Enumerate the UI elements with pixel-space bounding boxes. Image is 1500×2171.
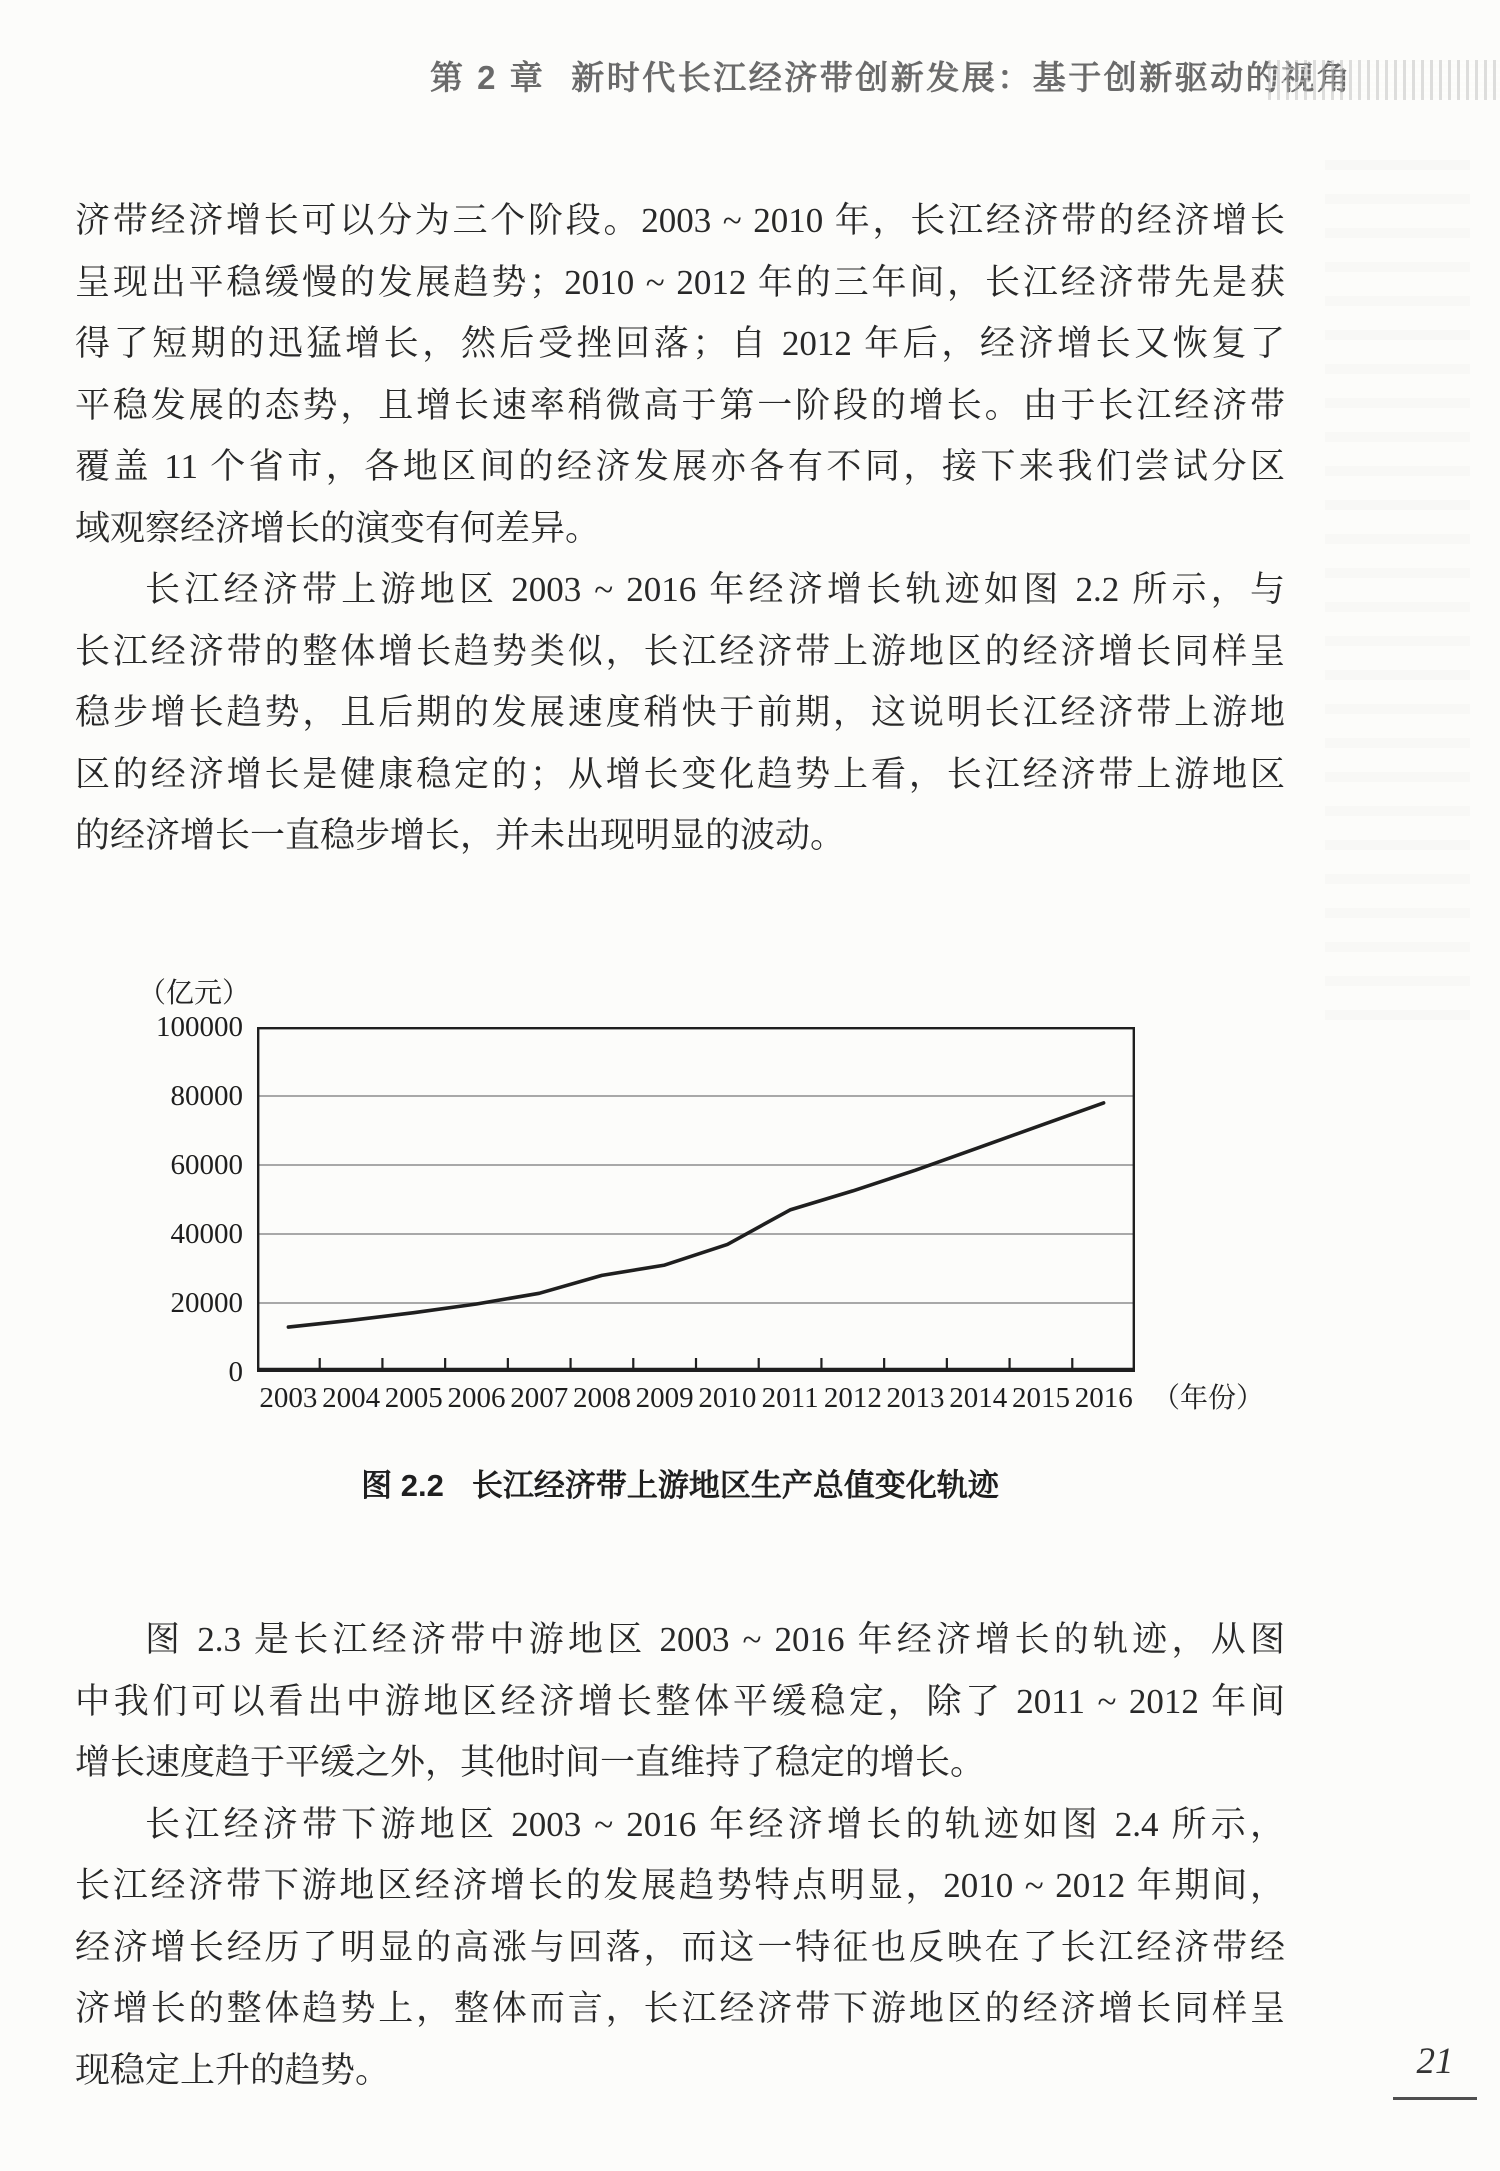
page-number: 21 — [1416, 2041, 1454, 2082]
y-axis-tick-labels — [105, 1011, 243, 1388]
x-axis-tick-label: 2008 — [572, 1382, 631, 1414]
body-text-line: 覆盖 11 个省市，各地区间的经济发展亦各有不同，接下来我们尝试分区 — [75, 447, 1285, 486]
body-text-line: 得了短期的迅猛增长，然后受挫回落；自 2012 年后，经济增长又恢复了 — [75, 324, 1285, 363]
x-axis-tick-label: 2007 — [510, 1382, 569, 1414]
scan-bleedthrough-artifact — [1325, 140, 1470, 1020]
body-text-line: 区的经济增长是健康稳定的；从增长变化趋势上看，长江经济带上游地区 — [75, 754, 1285, 794]
body-text-block-lower — [75, 1609, 1285, 2101]
x-axis-tick-label: 2012 — [823, 1382, 882, 1414]
body-text-line: 稳步增长趋势，且后期的发展速度稍快于前期，这说明长江经济带上游地 — [75, 693, 1285, 732]
chapter-number: 第 2 章 — [430, 59, 546, 96]
x-axis-tick-label: 2015 — [1011, 1382, 1070, 1414]
y-axis-tick-label: 40000 — [170, 1218, 243, 1250]
body-text-line: 长江经济带下游地区 2003 ~ 2016 年经济增长的轨迹如图 2.4 所示， — [145, 1804, 1285, 1844]
x-axis-tick-label: 2004 — [322, 1382, 381, 1414]
x-axis-tick-label: 2014 — [949, 1382, 1008, 1414]
body-text-line: 呈现出平稳缓慢的发展趋势；2010 ~ 2012 年的三年间，长江经济带先是获 — [75, 262, 1285, 302]
x-axis-tick-labels — [257, 1380, 1135, 1416]
x-axis-tick-label: 2005 — [384, 1382, 443, 1414]
x-axis-unit-label: （年份） — [1152, 1383, 1265, 1414]
body-text-line: 平稳发展的态势，且增长速率稍微高于第一阶段的增长。由于长江经济带 — [75, 385, 1285, 425]
y-axis-tick-label: 100000 — [156, 1011, 243, 1043]
plot-border — [258, 1028, 1134, 1371]
line-chart-plot — [257, 1027, 1135, 1372]
body-text-line: 济增长的整体趋势上，整体而言，长江经济带下游地区的经济增长同样呈 — [75, 1989, 1285, 2028]
body-text-line: 长江经济带下游地区经济增长的发展趋势特点明显，2010 ~ 2012 年期间， — [75, 1866, 1285, 1905]
y-axis-unit-label: （亿元） — [137, 978, 250, 1009]
body-text-line: 域观察经济增长的演变有何差异。 — [75, 508, 601, 548]
body-text-line: 长江经济带的整体增长趋势类似，长江经济带上游地区的经济增长同样呈 — [75, 631, 1285, 671]
body-text-line: 经济增长经历了明显的高涨与回落，而这一特征也反映在了长江经济带经 — [75, 1927, 1285, 1967]
running-head — [430, 56, 1352, 100]
body-text-line: 济带经济增长可以分为三个阶段。2003 ~ 2010 年，长江经济带的经济增长 — [75, 201, 1285, 240]
chapter-title: 新时代长江经济带创新发展：基于创新驱动的视角 — [571, 59, 1353, 96]
x-axis-tick-label: 2006 — [447, 1382, 506, 1414]
x-axis-tick-label: 2009 — [635, 1382, 694, 1414]
x-axis-tick-label: 2010 — [698, 1382, 757, 1414]
scan-texture-artifact — [1268, 60, 1500, 100]
body-text-line: 的经济增长一直稳步增长，并未出现明显的波动。 — [75, 816, 846, 855]
figure-number: 图 2.2 — [361, 1468, 444, 1503]
page-number-rule — [1393, 2097, 1477, 2100]
y-axis-tick-label: 20000 — [170, 1287, 243, 1319]
figure-title: 长江经济带上游地区生产总值变化轨迹 — [471, 1468, 999, 1503]
y-axis-tick-label: 60000 — [170, 1149, 243, 1181]
x-axis-tick-label: 2016 — [1074, 1382, 1133, 1414]
body-text-line: 图 2.3 是长江经济带中游地区 2003 ~ 2016 年经济增长的轨迹，从图 — [145, 1620, 1285, 1659]
body-text-line: 增长速度趋于平缓之外，其他时间一直维持了稳定的增长。 — [75, 1743, 986, 1782]
x-axis-tick-label: 2011 — [761, 1382, 819, 1414]
y-axis-tick-label: 0 — [228, 1356, 243, 1388]
x-axis-tick-label: 2013 — [886, 1382, 945, 1414]
body-text-line: 中我们可以看出中游地区经济增长整体平缓稳定，除了 2011 ~ 2012 年间 — [75, 1681, 1285, 1721]
y-axis-tick-label: 80000 — [170, 1080, 243, 1112]
data-line-series — [288, 1103, 1103, 1327]
body-text-block-upper — [75, 190, 1285, 867]
figure-caption — [75, 1460, 1285, 1505]
x-axis-tick-label: 2003 — [259, 1382, 318, 1414]
body-text-line: 现稳定上升的趋势。 — [75, 2050, 391, 2090]
body-text-line: 长江经济带上游地区 2003 ~ 2016 年经济增长轨迹如图 2.2 所示，与 — [145, 570, 1285, 609]
